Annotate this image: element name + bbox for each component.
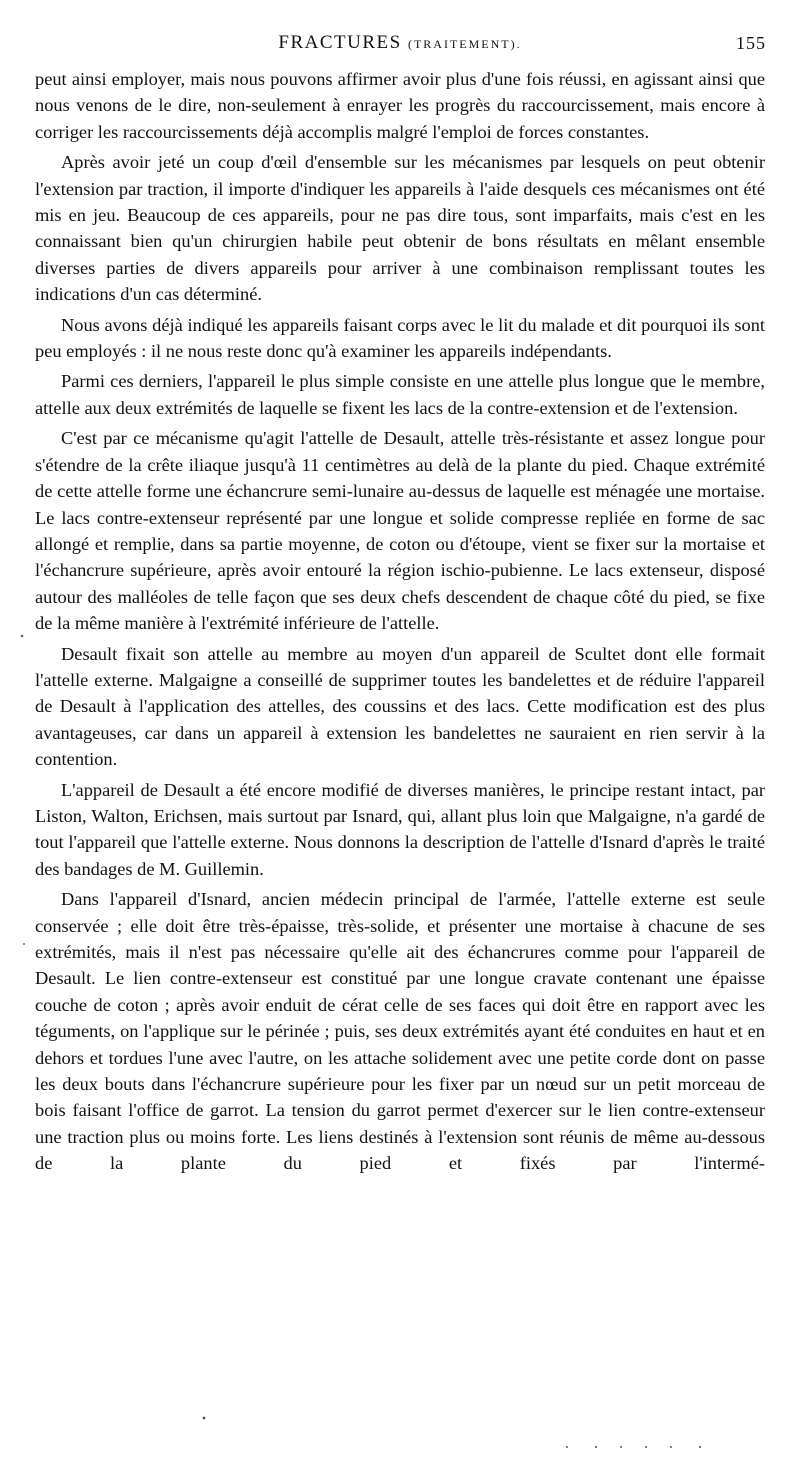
paragraph: Après avoir jeté un coup d'œil d'ensemble sur les mécanismes par lesquels on peut obtenir l'extension par traction, il importe d'indiquer les appareils à l'aide desquels ces mécanismes ont été mis en jeu. Beaucoup de ces appareils, pour ne pas dire tous, sont imparfaits, mais c'est en les connaissant bien qu'un chirurgien habile peut obtenir de bons résultats en mêlant ensemble diverses parties de divers appareils pour arriver à une combinaison remplissant toutes les indications d'un cas déterminé. (35, 152, 765, 305)
scan-speck (620, 1446, 622, 1448)
running-title (34, 30, 766, 57)
page-number: 155 (736, 33, 766, 53)
chapter-title: FRACTURES (278, 32, 402, 53)
paragraph: C'est par ce mécanisme qu'agit l'attelle de Desault, attelle très-résistante et assez longue pour s'étendre de la crête iliaque jusqu'à 11 centimètres au delà de la plante du pied. Chaque extrémité de cette attelle forme une échancrure semi-lunaire au-dessus de laquelle est ménagée une mortaise. Le lacs contre-extenseur représenté par une longue et solide compresse repliée en forme de sac allongé et remplie, dans sa partie moyenne, de coton ou d'étoupe, vient se fixer sur la mortaise et l'échancrure supérieure, après avoir entouré la région ischio-pubienne. Le lacs extenseur, disposé autour des malléoles de telle façon que ses deux chefs descendent de chaque côté du pied, se fixe de la même manière à l'extrémité inférieure de l'attelle. (35, 428, 765, 634)
paragraph: L'appareil de Desault a été encore modifié de diverses manières, le principe restant intact, par Liston, Walton, Erichsen, mais surtout par Isnard, qui, allant plus loin que Malgaigne, n'a gardé de tout l'appareil que l'attelle externe. Nous donnons la description de l'attelle d'Isnard d'après le traité des bandages de M. Guillemin. (35, 779, 765, 879)
scan-speck (23, 943, 25, 945)
paragraph: peut ainsi employer, mais nous pouvons affirmer avoir plus d'une fois réussi, en agissant ainsi que nous venons de le dire, non-seulement à enrayer les progrès du raccourcissement, mais encore à corriger les raccourcissements déjà accomplis malgré l'emploi de forces constantes. (35, 69, 765, 142)
scan-speck (670, 1446, 672, 1448)
paragraph: Desault fixait son attelle au membre au moyen d'un appareil de Scultet dont elle formait l'attelle externe. Malgaigne a conseillé de supprimer toutes les bandelettes et de réduire l'appareil de Desault à l'application des attelles, des coussins et des lacs. Cette modification est des plus avantageuses, car dans un appareil à extension les bandelettes ne sauraient en rien servir à la contention. (35, 643, 765, 770)
scan-speck (595, 1446, 597, 1448)
scan-speck (566, 1446, 568, 1448)
running-head (34, 30, 766, 56)
scan-speck (21, 635, 23, 637)
paragraph: Nous avons déjà indiqué les appareils faisant corps avec le lit du malade et dit pourquoi ils sont peu employés : il ne nous reste donc qu'à examiner les appareils indépendants. (35, 314, 765, 362)
chapter-subtitle: (TRAITEMENT). (407, 37, 522, 51)
body-text (35, 66, 765, 1181)
scan-speck (699, 1446, 701, 1448)
paragraph: Parmi ces derniers, l'appareil le plus simple consiste en une attelle plus longue que le membre, attelle aux deux extrémités de laquelle se fixent les lacs de la contre-extension et de l'extension. (35, 371, 765, 418)
scan-speck (645, 1446, 647, 1448)
scan-speck (203, 1417, 206, 1420)
paragraph: Dans l'appareil d'Isnard, ancien médecin principal de l'armée, l'attelle externe est seule conservée ; elle doit être très-épaisse, très-solide, et présenter une mortaise à chacune de ses extrémités, mais il n'est pas nécessaire qu'elle ait des échancrures comme pour l'appareil de Desault. Le lien contre-extenseur est constitué par une longue cravate contenant une épaisse couche de coton ; après avoir enduit de cérat celle de ses faces qui doit être en rapport avec les téguments, on l'applique sur le périnée ; puis, ses deux extrémités ayant été conduites en haut et en dehors et tordues l'une avec l'autre, on les attache solidement avec une petite corde dont on passe les deux bouts dans l'échancrure supérieure pour les fixer par un nœud sur un petit morceau de bois faisant l'office de garrot. La tension du garrot permet d'exercer sur le lien contre-extenseur une traction plus ou moins forte. Les liens destinés à l'extension sont réunis de même au-dessous de la plante du pied et fixés par l'intermé- (35, 889, 765, 1174)
